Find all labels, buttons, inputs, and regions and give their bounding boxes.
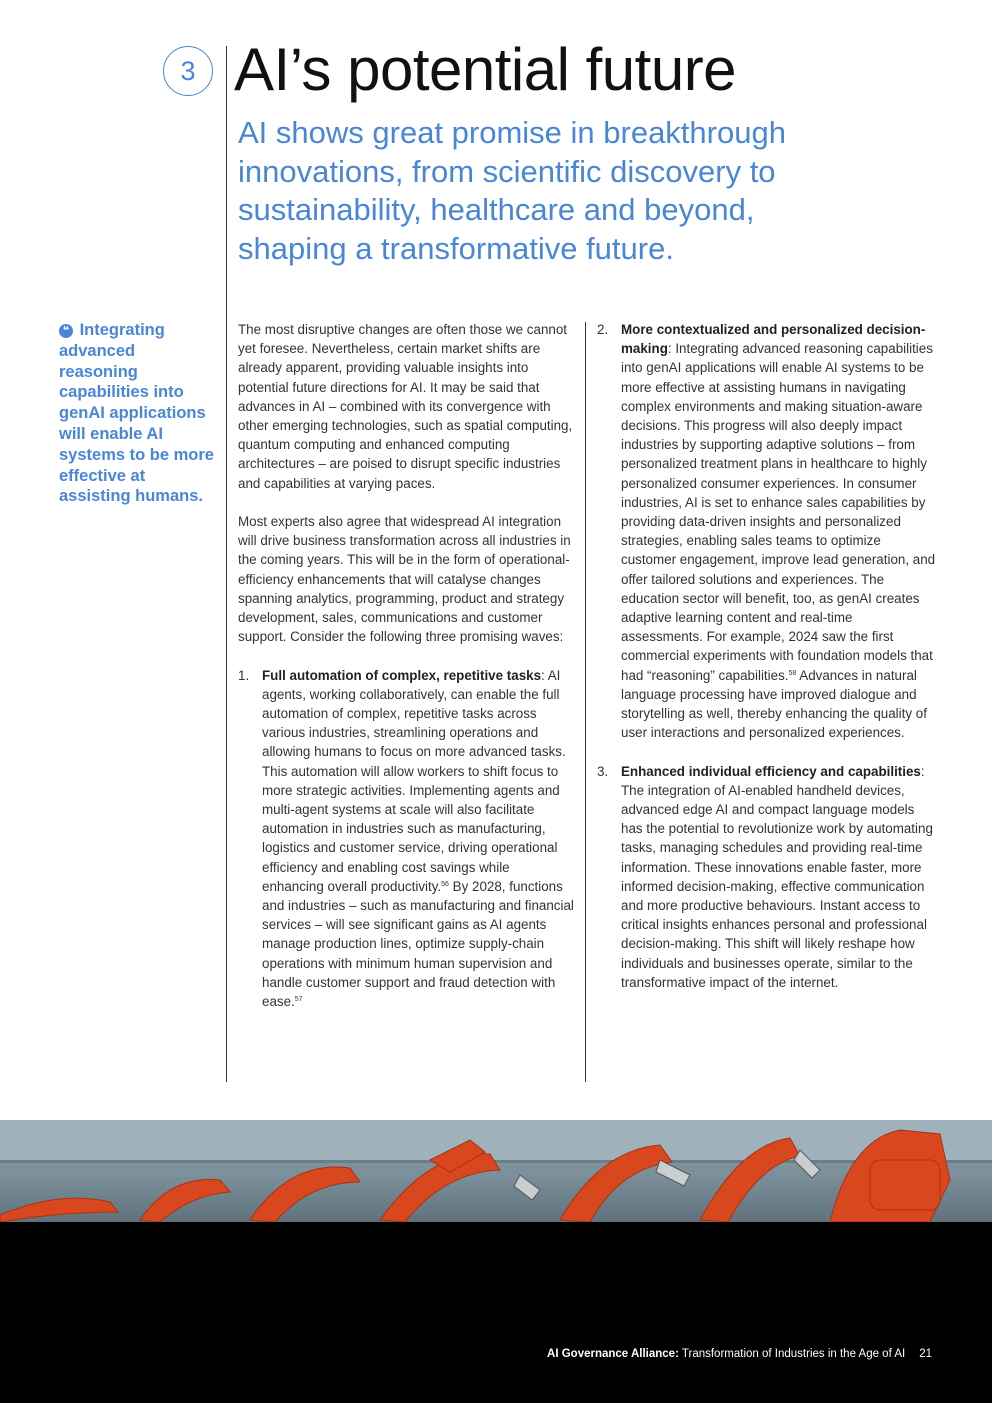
list-item-text: By 2028, functions and industries – such as manufacturing and financial services – will see significant gains as AI agents manage production lines, optimize supply-chain operations with minimum human supervision and handle customer support and fraud detection with ease. xyxy=(262,878,574,1010)
robot-arms-illustration xyxy=(0,1120,992,1222)
list-item-text: : Integrating advanced reasoning capabilities into genAI applications will enable AI systems to be more effective at assisting humans in navigating complex environments and making situation-aware decisions. This progress will also deeply impact industries by supporting adaptive solutions – from personalized treatment plans in healthcare to highly personalized consumer experiences. In consumer industries, AI is set to enhance sales capabilities by providing data-driven insights and personalized strategies, enabling sales teams to optimize customer engagement, improve lead generation, and offer tailored solutions and experiences. The education sector will benefit, too, as genAI creates adaptive learning content and real-time assessments. For example, 2024 saw the first commercial experiments with foundation models that had “reasoning” capabilities. xyxy=(621,341,936,683)
list-item-number: 1. xyxy=(238,667,250,683)
factory-rail xyxy=(0,1160,992,1163)
list-item-number: 2. xyxy=(597,322,609,337)
column-left xyxy=(238,320,574,1011)
list-item-text: : The integration of AI-enabled handheld devices, advanced edge AI and compact language models has the potential to revolutionize work by automating tasks, managing schedules and providing real-time information. These innovations enable faster, more informed decision-making, effective communication and more productive behaviours. Instant access to critical insights enhances personal and professional decision-making. This shift will likely reshape how individuals and businesses operate, similar to the transformative impact of the internet. xyxy=(621,763,933,990)
factory-wall xyxy=(0,1120,992,1160)
list-item-heading: Full automation of complex, repetitive tasks xyxy=(262,667,542,683)
list-item-text: : AI agents, working collaboratively, can enable the full automation of complex, repetitive tasks across various industries, streamlining operations and allowing humans to focus on more advanced tasks. This automation will allow workers to shift focus to more strategic activities. Implementing agents and multi-agent systems at scale will also facilitate automation in industries such as manufacturing, logistics and customer service, driving operational efficiency and enabling cost savings while enhancing overall productivity. xyxy=(262,667,566,894)
footnote-ref: 58 xyxy=(788,669,797,677)
page-footer xyxy=(547,1347,932,1361)
robot-arms-photo xyxy=(0,1120,992,1222)
title-divider xyxy=(226,46,227,1082)
paragraph-intro: The most disruptive changes are often those we cannot yet foresee. Nevertheless, certain market shifts are already apparent, providing valuable insights into potential future directions for AI. It may be said that advances in AI – combined with its convergence with other emerging technologies, such as spatial computing, quantum computing and enhanced computing architectures – are poised to disrupt specific industries and capabilities at varying paces. xyxy=(238,322,573,491)
pullquote-text: Integrating advanced reasoning capabilities into genAI applications will enable AI systems to be more effective at assisting humans. xyxy=(59,321,214,506)
list-item xyxy=(238,666,574,1012)
chapter-lede: AI shows great promise in breakthrough innovations, from scientific discovery to sustainability, healthcare and beyond, shaping a transformative future. xyxy=(238,115,786,266)
footnote-ref: 56 xyxy=(441,880,449,888)
list-item-text: Advances in natural language processing have improved dialogue and storytelling as well, thereby enhancing the quality of user interactions and personalized experiences. xyxy=(621,667,927,741)
column-right xyxy=(597,320,937,992)
pullquote xyxy=(59,320,215,507)
list-item-number: 3. xyxy=(597,763,609,779)
paragraph-waves: Most experts also agree that widespread AI integration will drive business transformation across all industries in the coming years. This will be in the form of operational-efficiency enhancements that will catalyse changes spanning analytics, programming, product and strategy development, sales, communications and customer support. Consider the following three promising waves: xyxy=(238,514,571,645)
chapter-number-badge: 3 xyxy=(163,46,213,96)
quote-icon: ❝ xyxy=(59,324,73,338)
list-item xyxy=(597,320,937,742)
list-item-heading: Enhanced individual efficiency and capabilities xyxy=(621,763,921,779)
footer-doc-title: Transformation of Industries in the Age of AI xyxy=(678,1348,906,1360)
list-item xyxy=(597,762,937,992)
page-title: AI’s potential future xyxy=(234,36,737,103)
page-number: 21 xyxy=(919,1348,932,1360)
footer-org: AI Governance Alliance: xyxy=(547,1348,679,1360)
list-item-heading: More contextualized and personalized decision-making xyxy=(621,322,926,357)
footnote-ref: 57 xyxy=(294,996,303,1004)
footer-band xyxy=(0,1222,992,1403)
column-divider xyxy=(585,322,586,1082)
